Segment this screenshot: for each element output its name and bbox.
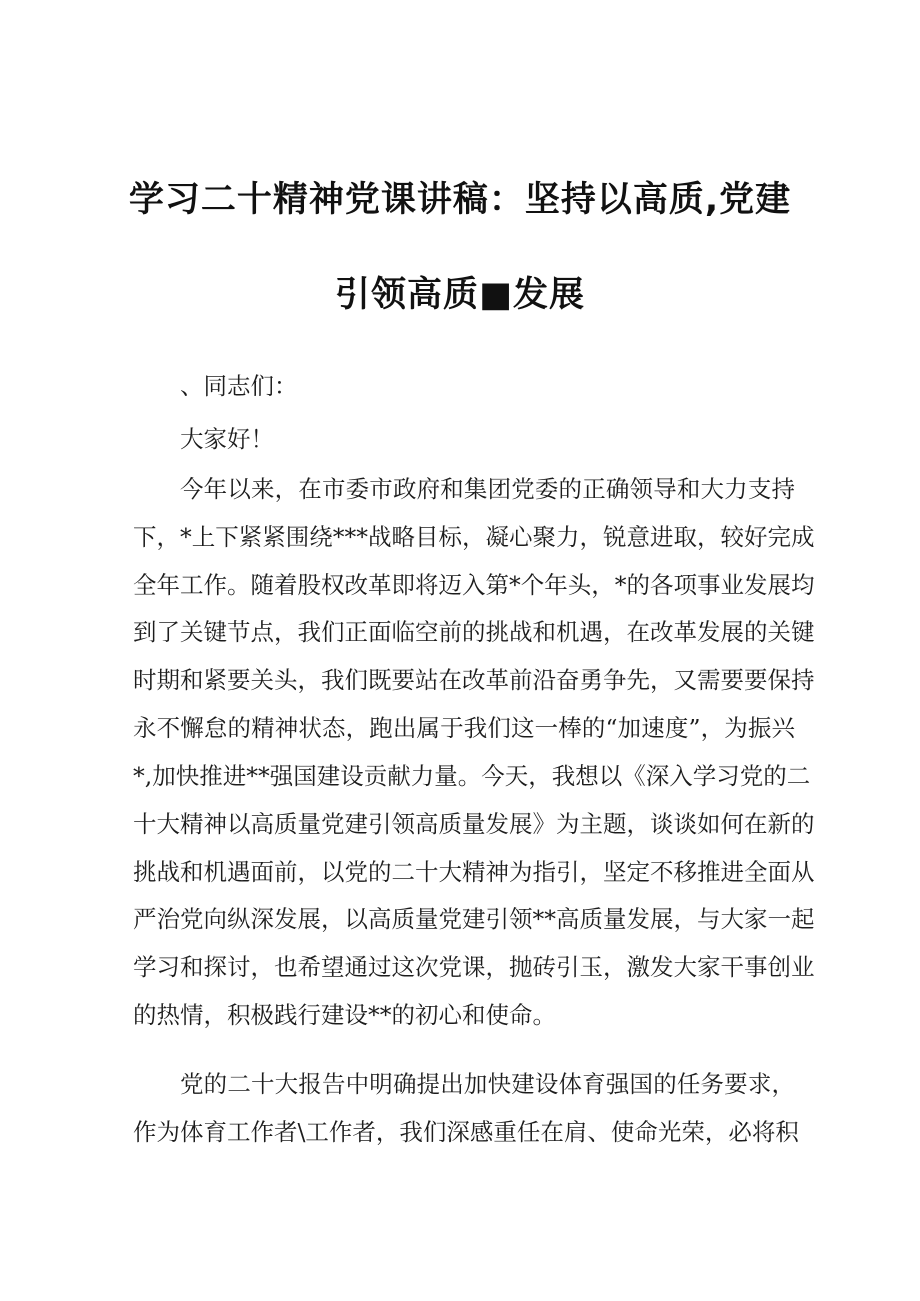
salutation: 、同志们： <box>180 372 298 400</box>
paragraph-1-line: 严治党向纵深发展，以高质量党建引领**高质量发展，与大家一起 <box>133 905 815 933</box>
paragraph-1-line: 全年工作。随着股权改革即将迈入第*个年头，*的各项事业发展均 <box>133 571 815 599</box>
paragraph-1-line: 今年以来，在市委市政府和集团党委的正确领导和大力支持 <box>180 475 795 503</box>
paragraph-1-line: 十大精神以高质量党建引领高质量发展》为主题，谈谈如何在新的 <box>133 810 815 838</box>
paragraph-1-line: 时期和紧要关头，我们既要站在改革前沿奋勇争先，又需要要保持 <box>133 666 815 694</box>
paragraph-1-line: *,加快推进**强国建设贡献力量。今天，我想以《深入学习党的二 <box>133 762 811 790</box>
paragraph-2-line: 作为体育工作者\工作者，我们深感重任在肩、使命光荣，必将积 <box>133 1118 799 1146</box>
paragraph-1-line: 挑战和机遇面前，以党的二十大精神为指引，坚定不移推进全面从 <box>133 858 815 886</box>
paragraph-1-line: 到了关键节点，我们正面临空前的挑战和机遇，在改革发展的关键 <box>133 618 815 646</box>
document-title-line-1: 学习二十精神党课讲稿：坚持以高质,党建 <box>128 180 792 220</box>
greeting: 大家好！ <box>180 425 274 453</box>
paragraph-1-line: 永不懈怠的精神状态，跑出属于我们这一棒的“加速度”，为振兴 <box>133 714 795 742</box>
document-title-line-2: 引领高质■发展 <box>334 275 586 315</box>
paragraph-1-line: 的热情，积极践行建设**的初心和使命。 <box>133 1001 556 1029</box>
paragraph-1-line: 下，*上下紧紧围绕***战略目标，凝心聚力，锐意进取，较好完成 <box>133 523 815 551</box>
paragraph-2-line: 党的二十大报告中明确提出加快建设体育强国的任务要求， <box>180 1070 795 1098</box>
paragraph-1-line: 学习和探讨，也希望通过这次党课，抛砖引玉，激发大家干事创业 <box>133 953 815 981</box>
